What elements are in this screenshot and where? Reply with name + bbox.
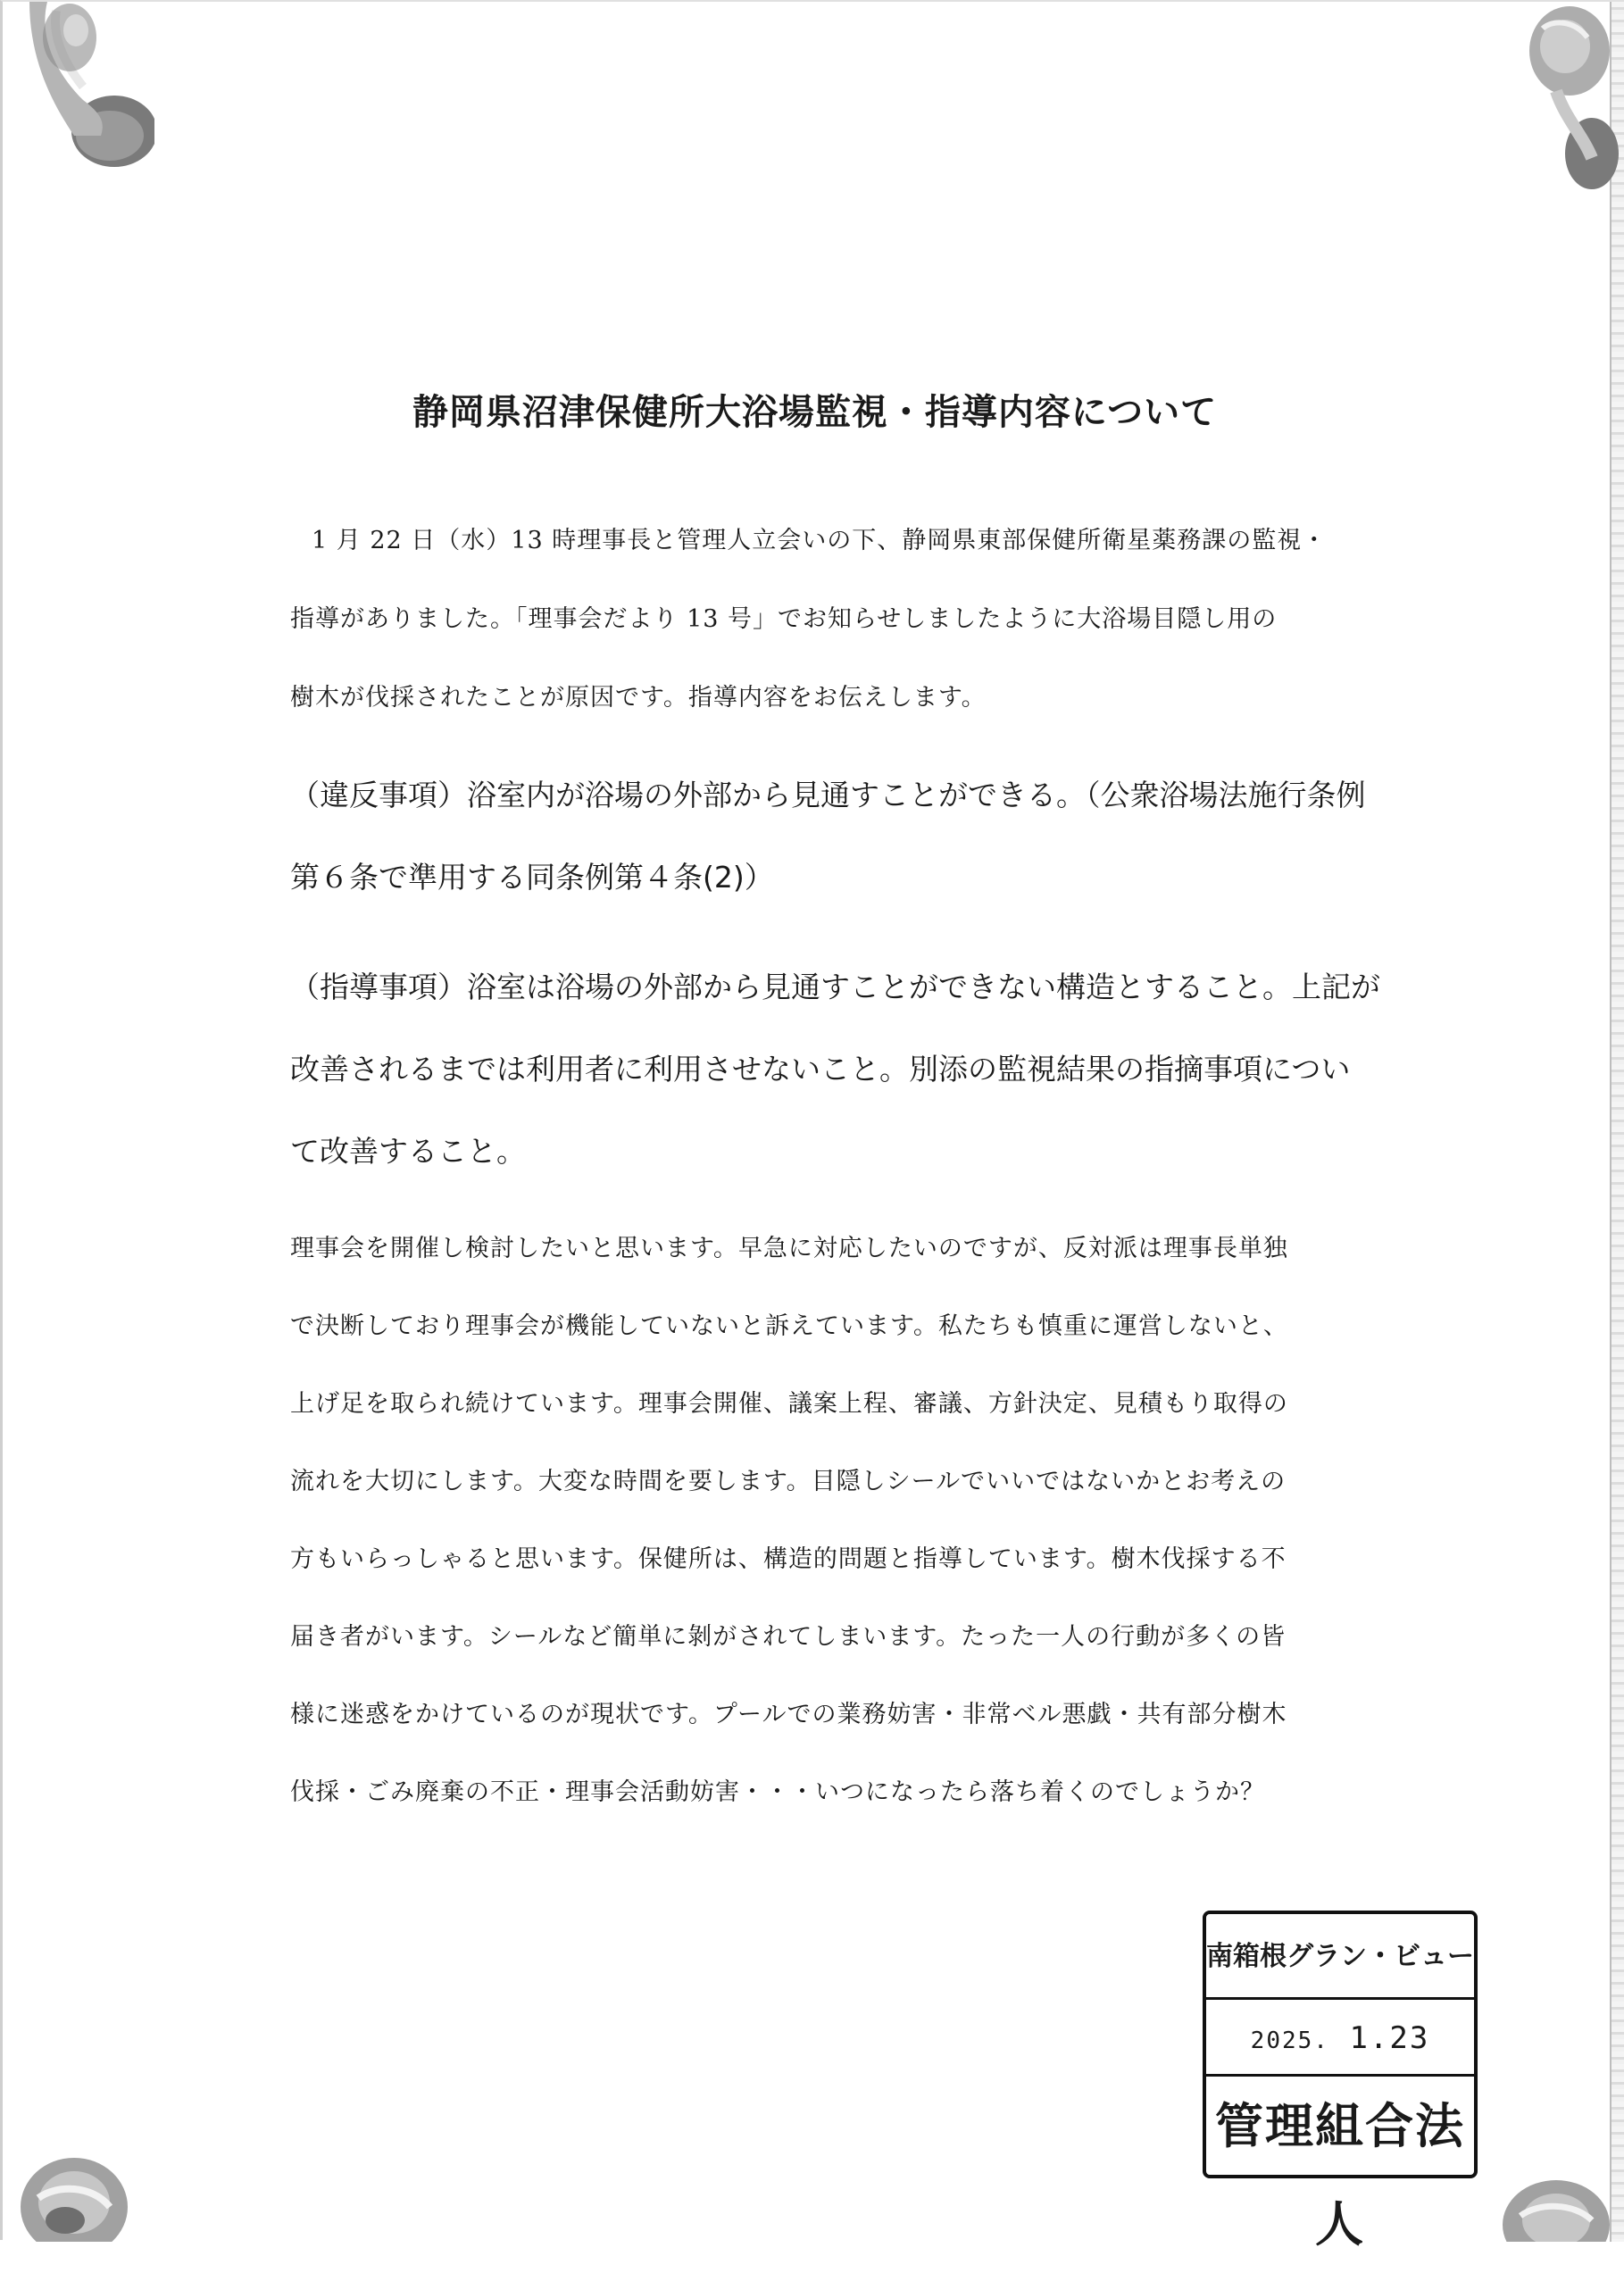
violation-line: 第６条で準用する同条例第４条(2)） [290,860,774,895]
body-line: 伐採・ごみ廃棄の不正・理事会活動妨害・・・いつになったら落ち着くのでしょうか？ [290,1778,1265,1806]
stamp-name: 南箱根グラン・ビュー [1206,1914,1474,2000]
magnet-icon-top-left [21,2,154,171]
body-line: 流れを大切にします。大変な時間を要します。目隠しシールでいいではないかとお考えの [290,1468,1287,1495]
body-line: 方もいらっしゃると思います。保健所は、構造的問題と指導しています。樹木伐採する不 [290,1545,1287,1573]
page-title: 静岡県沼津保健所大浴場監視・指導内容について [412,392,1218,433]
body-line: 様に迷惑をかけているのが現状です。プールでの業務妨害・非常ベル悪戯・共有部分樹木 [290,1701,1287,1728]
violation-line: （違反事項）浴室内が浴場の外部から見通すことができる。（公衆浴場法施行条例 [290,778,1366,812]
intro-line: 1 月 22 日（水）13 時理事長と管理人立会いの下、静岡県東部保健所衛星薬務課の監視・ [312,527,1328,554]
guidance-paragraph [290,946,1379,1193]
magnet-icon-top-right [1503,2,1619,194]
magnet-icon-bottom-right [1485,2162,1619,2242]
violation-paragraph [290,754,1379,919]
stamp-org-type: 管理組合法人 [1215,2097,1465,2252]
intro-paragraph [290,502,1362,737]
date-stamp [1203,1911,1478,2252]
body-paragraph [290,1210,1370,1831]
stamp-date-day: 1.23 [1349,2020,1430,2056]
paper-edge [1610,2,1624,2242]
body-line: で決断しており理事会が機能していないと訴えています。私たちも慎重に運営しないと、 [290,1312,1288,1340]
guidance-line: て改善すること。 [290,1134,526,1169]
body-line: 届き者がいます。シールなど簡単に剝がされてしまいます。たった一人の行動が多くの皆 [290,1623,1287,1651]
magnet-icon-bottom-left [12,2136,146,2242]
stamp-date [1206,2000,1474,2077]
guidance-line: 改善されるまでは利用者に利用させないこと。別添の監視結果の指摘事項につい [290,1052,1351,1087]
body-line: 理事会を開催し検討したいと思います。早急に対応したいのですが、反対派は理事長単独 [290,1235,1288,1262]
intro-line: 樹木が伐採されたことが原因です。指導内容をお伝えします。 [290,684,987,712]
stamp-date-year: 2025. [1250,2027,1329,2054]
intro-line: 指導がありました。「理事会だより 13 号」でお知らせしましたように大浴場目隠し用の [290,605,1278,633]
body-line: 上げ足を取られ続けています。理事会開催、議案上程、審議、方針決定、見積もり取得の [290,1390,1288,1418]
guidance-line: （指導事項）浴室は浴場の外部から見通すことができない構造とすること。上記が [290,970,1380,1004]
